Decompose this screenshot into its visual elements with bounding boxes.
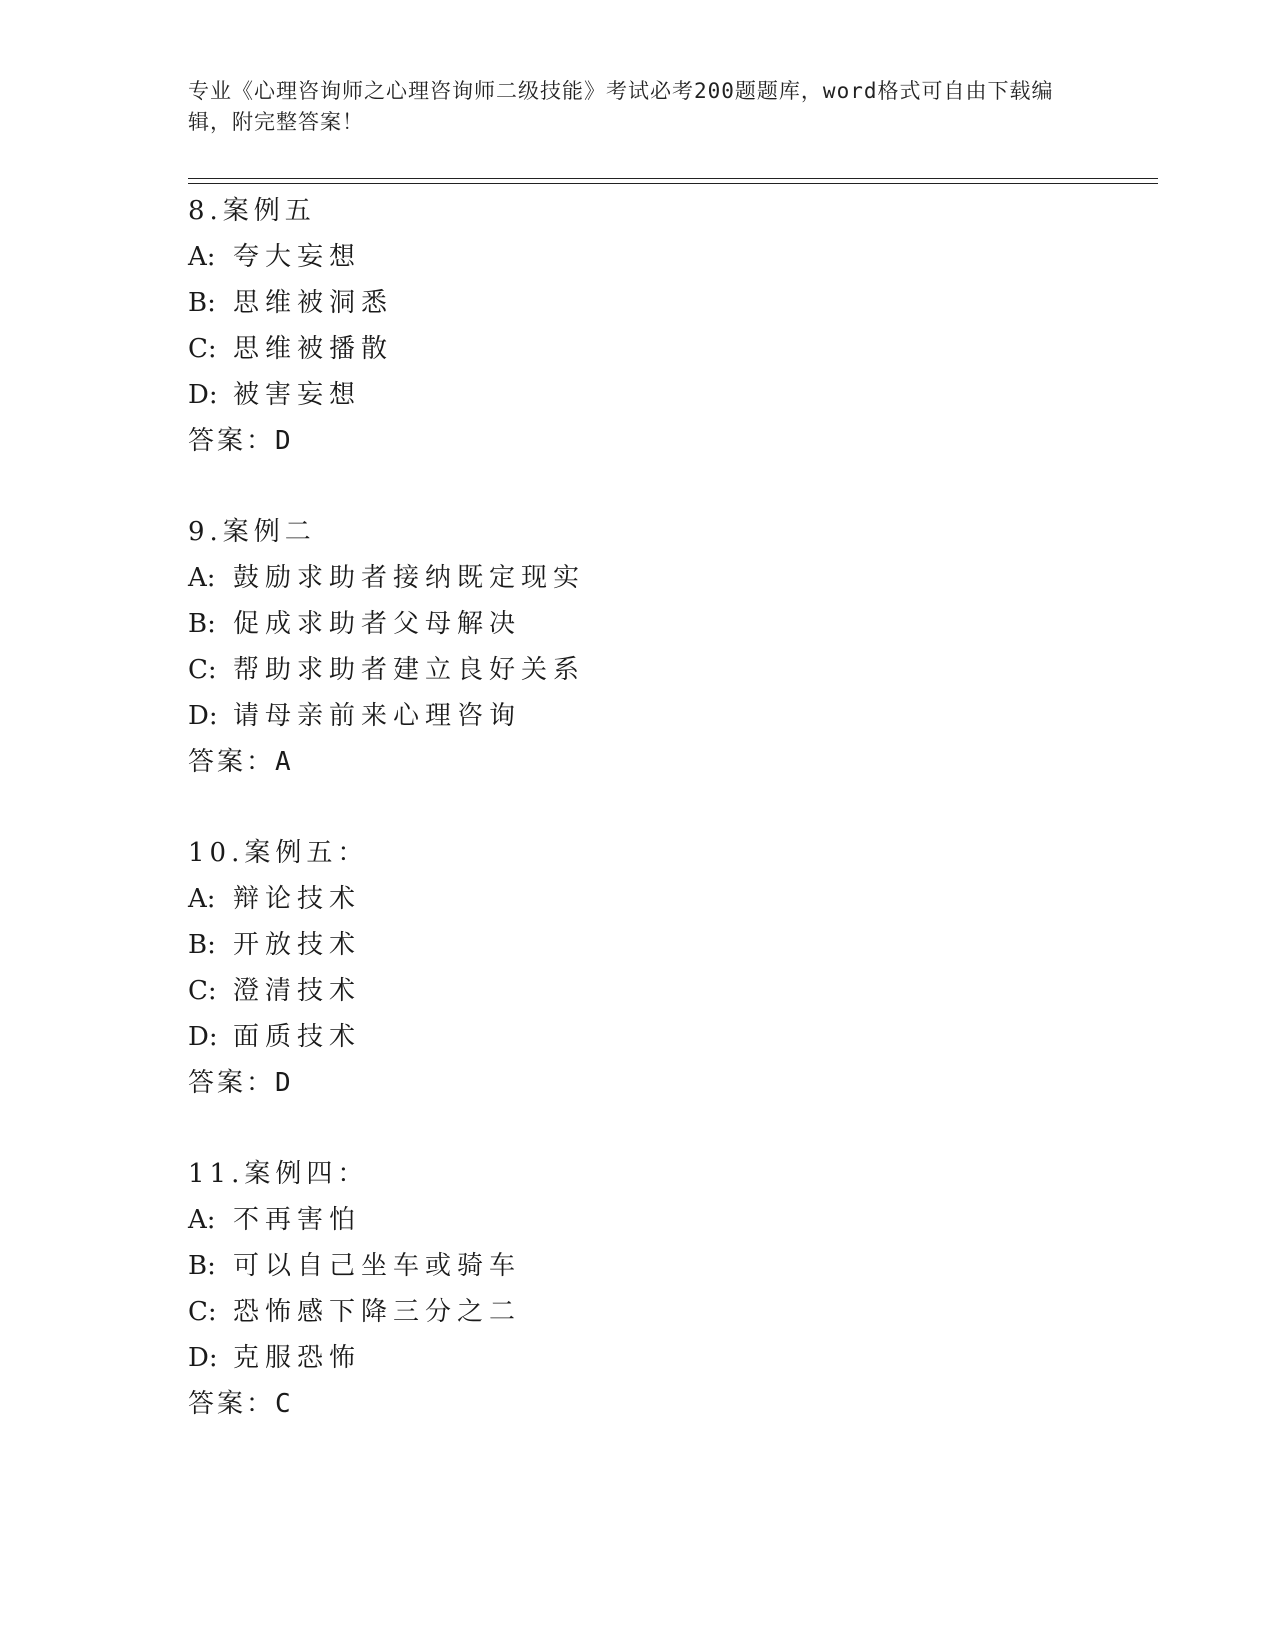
option-label: A:: [188, 884, 216, 914]
question-title: 8.案例五: [188, 196, 316, 226]
header-divider-bottom: [188, 183, 1158, 184]
option-a: [188, 1197, 1148, 1243]
option-label: D:: [188, 1022, 218, 1052]
option-text: 面质技术: [233, 1022, 362, 1052]
question-item: [188, 509, 1148, 785]
option-d: [188, 693, 1148, 739]
option-label: A:: [188, 1205, 216, 1235]
option-label: D:: [188, 1343, 218, 1373]
option-label: B:: [188, 288, 216, 318]
option-d: [188, 372, 1148, 418]
option-label: C:: [188, 976, 217, 1006]
header-divider-top: [188, 178, 1158, 179]
answer-label: 答案：: [188, 1068, 276, 1098]
option-text: 夸大妄想: [233, 242, 362, 272]
option-text: 被害妄想: [233, 380, 362, 410]
document-header: 专业《心理咨询师之心理咨询师二级技能》考试必考200题题库，word格式可自由下载编辑，附完整答案！: [188, 79, 1054, 134]
question-title: 11.案例四：: [188, 1159, 369, 1189]
answer-label: 答案：: [188, 426, 276, 456]
option-text: 请母亲前来心理咨询: [233, 701, 522, 731]
question-item: [188, 188, 1148, 464]
option-label: C:: [188, 334, 217, 364]
question-title: 9.案例二: [188, 517, 316, 547]
option-a: [188, 234, 1148, 280]
answer-line: [188, 1381, 1148, 1427]
answer-value: C: [275, 1389, 294, 1419]
option-label: B:: [188, 930, 216, 960]
answer-value: D: [275, 426, 294, 456]
option-text: 思维被洞悉: [233, 288, 394, 318]
option-label: A:: [188, 242, 216, 272]
option-label: D:: [188, 701, 218, 731]
option-c: [188, 1289, 1148, 1335]
option-label: A:: [188, 563, 216, 593]
option-label: D:: [188, 380, 218, 410]
option-text: 可以自己坐车或骑车: [233, 1251, 522, 1281]
question-title: 10.案例五：: [188, 838, 369, 868]
option-label: C:: [188, 1297, 217, 1327]
answer-label: 答案：: [188, 747, 276, 777]
question-item: [188, 1151, 1148, 1427]
option-c: [188, 326, 1148, 372]
answer-label: 答案：: [188, 1389, 276, 1419]
option-text: 不再害怕: [233, 1205, 362, 1235]
option-text: 促成求助者父母解决: [233, 609, 522, 639]
answer-value: A: [275, 747, 294, 777]
answer-value: D: [275, 1068, 294, 1098]
option-text: 辩论技术: [233, 884, 362, 914]
answer-line: [188, 739, 1148, 785]
option-b: [188, 922, 1148, 968]
option-text: 鼓励求助者接纳既定现实: [233, 563, 586, 593]
option-b: [188, 601, 1148, 647]
option-label: B:: [188, 1251, 216, 1281]
option-a: [188, 876, 1148, 922]
option-d: [188, 1335, 1148, 1381]
option-b: [188, 280, 1148, 326]
option-text: 克服恐怖: [233, 1343, 362, 1373]
option-c: [188, 647, 1148, 693]
option-text: 澄清技术: [233, 976, 362, 1006]
option-text: 恐怖感下降三分之二: [233, 1297, 522, 1327]
answer-line: [188, 418, 1148, 464]
question-list: [188, 188, 1148, 1472]
option-label: C:: [188, 655, 217, 685]
option-c: [188, 968, 1148, 1014]
question-item: [188, 830, 1148, 1106]
option-text: 思维被播散: [233, 334, 394, 364]
option-label: B:: [188, 609, 216, 639]
option-b: [188, 1243, 1148, 1289]
option-text: 开放技术: [233, 930, 362, 960]
option-d: [188, 1014, 1148, 1060]
option-text: 帮助求助者建立良好关系: [233, 655, 586, 685]
option-a: [188, 555, 1148, 601]
answer-line: [188, 1060, 1148, 1106]
